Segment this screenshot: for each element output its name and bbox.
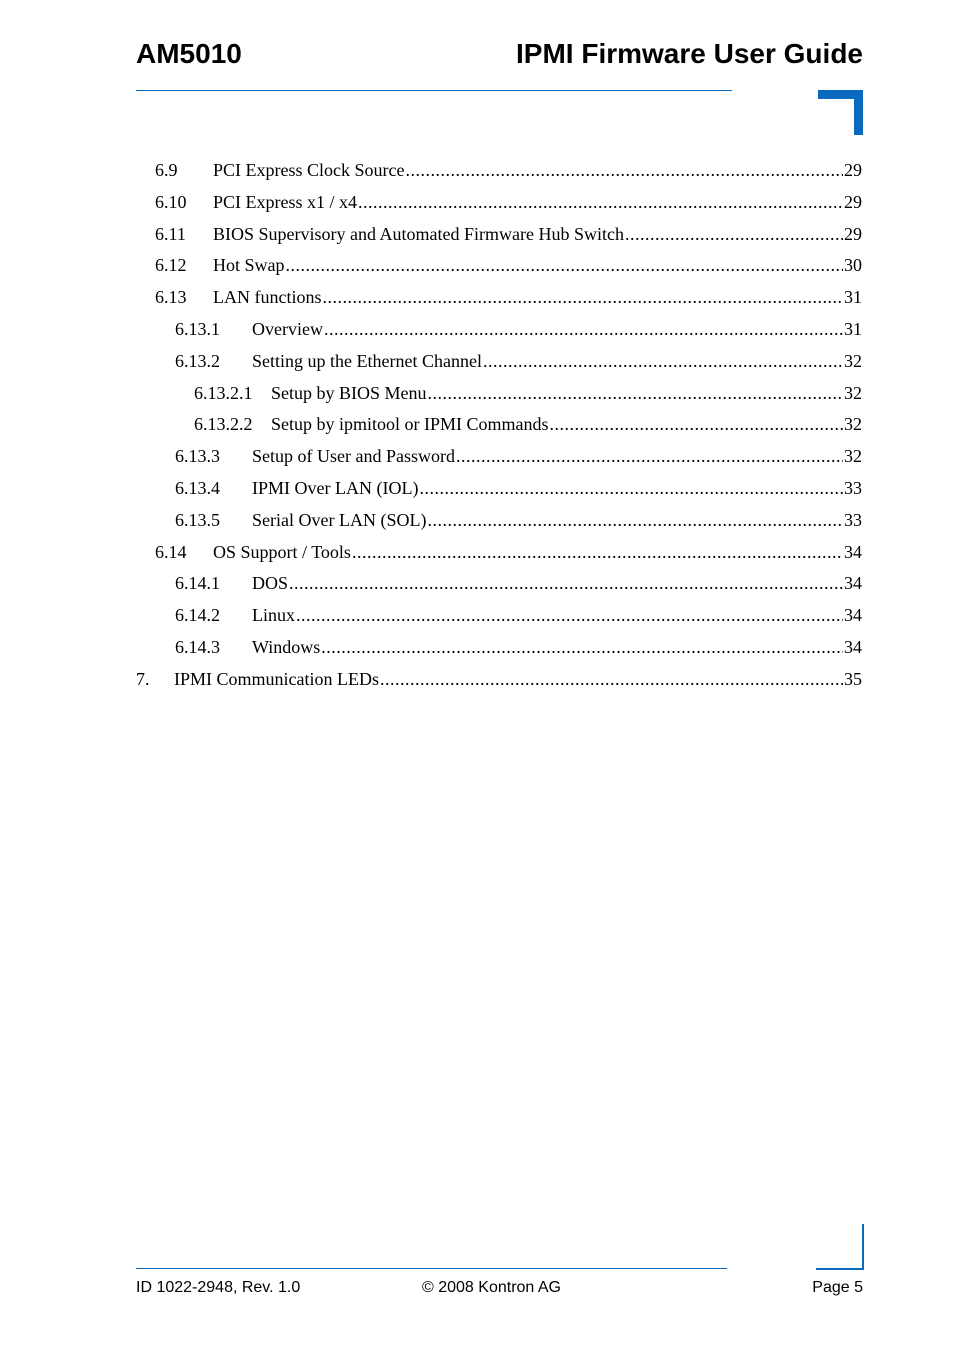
- toc-entry-number: 6.14.3: [175, 637, 220, 657]
- toc-entry-page[interactable]: 35: [844, 669, 862, 689]
- page-number: Page 5: [812, 1279, 863, 1296]
- toc-entry-number: 6.13.1: [175, 319, 220, 339]
- toc-entry-page[interactable]: 32: [844, 351, 862, 371]
- toc-leader-dots: [286, 249, 844, 281]
- toc-entry-page[interactable]: 31: [844, 287, 862, 307]
- toc-entry-page[interactable]: 33: [844, 510, 862, 530]
- toc-entry-page[interactable]: 31: [844, 319, 862, 339]
- toc-entry-title[interactable]: OS Support / Tools: [213, 542, 351, 562]
- toc-entry[interactable]: [175, 345, 862, 377]
- toc-leader-dots: [358, 186, 843, 218]
- toc-leader-dots: [550, 408, 843, 440]
- toc-entry-title[interactable]: LAN functions: [213, 287, 322, 307]
- header-corner-mark: [818, 90, 863, 135]
- toc-entry[interactable]: [175, 313, 862, 345]
- toc-entry-title[interactable]: BIOS Supervisory and Automated Firmware Hub Switch: [213, 224, 624, 244]
- toc-entry[interactable]: [155, 218, 862, 250]
- footer-corner-mark: [816, 1224, 864, 1270]
- toc-entry-title[interactable]: Setting up the Ethernet Channel: [252, 351, 482, 371]
- toc-leader-dots: [296, 599, 843, 631]
- toc-entry-number: 6.10: [155, 192, 187, 212]
- toc-leader-dots: [322, 281, 843, 313]
- toc-leader-dots: [419, 472, 843, 504]
- product-name: AM5010: [136, 38, 242, 69]
- toc-entry-title[interactable]: IPMI Over LAN (IOL): [252, 478, 419, 498]
- toc-entry-title[interactable]: Overview: [252, 319, 323, 339]
- toc-entry-number: 6.13.4: [175, 478, 220, 498]
- toc-entry[interactable]: [175, 504, 862, 536]
- toc-entry-title[interactable]: IPMI Communication LEDs: [174, 669, 379, 689]
- toc-entry-number: 6.14.2: [175, 605, 220, 625]
- toc-entry-page[interactable]: 34: [844, 542, 862, 562]
- toc-leader-dots: [321, 631, 843, 663]
- toc-leader-dots: [427, 504, 843, 536]
- toc-entry-page[interactable]: 32: [844, 383, 862, 403]
- toc-entry[interactable]: [194, 408, 862, 440]
- toc-entry[interactable]: [175, 472, 862, 504]
- toc-leader-dots: [289, 567, 843, 599]
- toc-entry-number: 6.9: [155, 160, 178, 180]
- document-id: ID 1022-2948, Rev. 1.0: [136, 1279, 301, 1296]
- toc-entry-number: 6.13.2.2: [194, 414, 253, 434]
- toc-entry-page[interactable]: 29: [844, 192, 862, 212]
- toc-entry[interactable]: [155, 281, 862, 313]
- toc-leader-dots: [352, 536, 843, 568]
- toc-entry-title[interactable]: PCI Express x1 / x4: [213, 192, 357, 212]
- toc-entry[interactable]: [136, 663, 862, 695]
- toc-entry[interactable]: [175, 567, 862, 599]
- toc-entry[interactable]: [155, 154, 862, 186]
- toc-entry-title[interactable]: Windows: [252, 637, 321, 657]
- toc-entry-title[interactable]: Linux: [252, 605, 295, 625]
- toc-entry[interactable]: [155, 536, 862, 568]
- toc-entry-number: 6.12: [155, 255, 187, 275]
- toc-entry-number: 6.13.2: [175, 351, 220, 371]
- toc-entry-title[interactable]: DOS: [252, 573, 289, 593]
- toc-leader-dots: [380, 663, 843, 695]
- toc-entry-number: 6.13.3: [175, 446, 220, 466]
- toc-entry-title[interactable]: Setup by ipmitool or IPMI Commands: [271, 414, 549, 434]
- toc-leader-dots: [625, 218, 843, 250]
- toc-leader-dots: [483, 345, 843, 377]
- toc-entry-number: 7.: [136, 669, 150, 689]
- toc-entry-title[interactable]: PCI Express Clock Source: [213, 160, 405, 180]
- toc-entry-page[interactable]: 32: [844, 414, 862, 434]
- toc-entry-number: 6.13.2.1: [194, 383, 253, 403]
- toc-entry-number: 6.13: [155, 287, 187, 307]
- toc-entry[interactable]: [155, 186, 862, 218]
- toc-entry-title[interactable]: Setup by BIOS Menu: [271, 383, 427, 403]
- toc-entry-page[interactable]: 30: [844, 255, 862, 275]
- toc-entry[interactable]: [175, 631, 862, 663]
- toc-leader-dots: [324, 313, 843, 345]
- toc-entry-page[interactable]: 29: [844, 224, 862, 244]
- toc-entry[interactable]: [194, 377, 862, 409]
- toc-leader-dots: [456, 440, 843, 472]
- document-title: IPMI Firmware User Guide: [516, 38, 863, 69]
- copyright-notice: © 2008 Kontron AG: [422, 1279, 561, 1296]
- header-divider: [136, 90, 732, 91]
- toc-entry[interactable]: [175, 599, 862, 631]
- toc-entry-page[interactable]: 32: [844, 446, 862, 466]
- toc-entry-page[interactable]: 29: [844, 160, 862, 180]
- toc-entry-title[interactable]: Hot Swap: [213, 255, 285, 275]
- toc-entry-number: 6.11: [155, 224, 186, 244]
- toc-entry-title[interactable]: Serial Over LAN (SOL): [252, 510, 427, 530]
- toc-entry-number: 6.14.1: [175, 573, 220, 593]
- toc-entry-page[interactable]: 34: [844, 573, 862, 593]
- toc-entry-number: 6.13.5: [175, 510, 220, 530]
- toc-leader-dots: [405, 154, 843, 186]
- toc-entry-page[interactable]: 34: [844, 605, 862, 625]
- footer-divider: [136, 1268, 727, 1269]
- toc-entry[interactable]: [155, 249, 862, 281]
- toc-leader-dots: [428, 377, 843, 409]
- toc-entry-number: 6.14: [155, 542, 187, 562]
- toc-entry-page[interactable]: 34: [844, 637, 862, 657]
- toc-entry[interactable]: [175, 440, 862, 472]
- toc-entry-title[interactable]: Setup of User and Password: [252, 446, 455, 466]
- toc-entry-page[interactable]: 33: [844, 478, 862, 498]
